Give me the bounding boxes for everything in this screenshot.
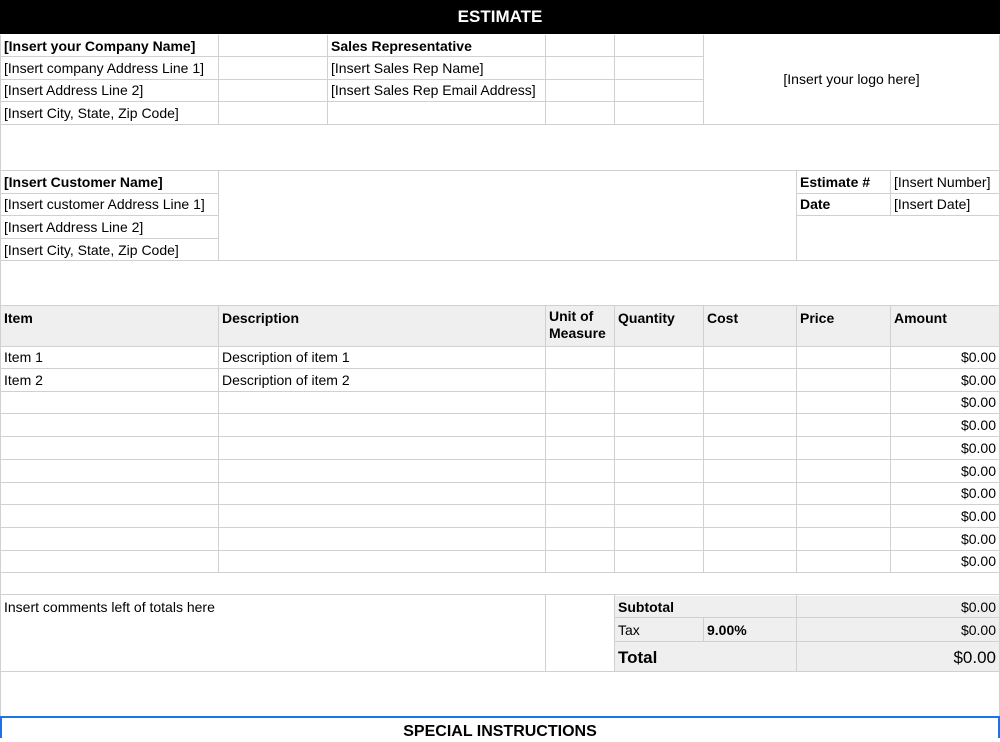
company-name[interactable]: [Insert your Company Name] — [4, 38, 196, 54]
row-description[interactable]: Description of item 2 — [222, 371, 350, 388]
header-unit-line-2: Measure — [549, 325, 606, 341]
total-label: Total — [618, 648, 658, 667]
grid-hline — [0, 391, 1000, 392]
header-unit-of-measure[interactable] — [545, 307, 606, 342]
header-amount[interactable]: Amount — [894, 310, 947, 326]
grid-vline — [545, 305, 546, 572]
grid-vline — [545, 595, 546, 671]
row-amount[interactable]: $0.00 — [960, 530, 996, 547]
grid-hline — [0, 459, 1000, 460]
customer-address-2[interactable]: [Insert Address Line 2] — [4, 219, 144, 235]
grid-hline — [0, 504, 1000, 505]
grid-hline — [614, 641, 1000, 642]
grid-vline — [218, 170, 219, 260]
grid-hline — [796, 215, 1000, 216]
grid-hline — [0, 124, 1000, 125]
row-description[interactable]: Description of item 1 — [222, 349, 350, 365]
date-label: Date — [800, 196, 831, 212]
company-address-1[interactable]: [Insert company Address Line 1] — [4, 60, 204, 76]
grid-vline — [614, 35, 615, 124]
grid-vline — [703, 305, 704, 572]
customer-address-1[interactable]: [Insert customer Address Line 1] — [4, 196, 205, 212]
row-item[interactable]: Item 2 — [4, 371, 43, 388]
row-amount[interactable]: $0.00 — [960, 507, 996, 524]
estimate-number-label: Estimate # — [800, 174, 871, 190]
estimate-number-value[interactable]: [Insert Number] — [894, 174, 991, 190]
row-item[interactable]: Item 1 — [4, 349, 43, 365]
total-value[interactable]: $0.00 — [953, 648, 996, 667]
customer-city[interactable]: [Insert City, State, Zip Code] — [4, 242, 179, 258]
customer-name[interactable]: [Insert Customer Name] — [4, 174, 163, 190]
special-instructions-heading[interactable]: SPECIAL INSTRUCTIONS — [403, 723, 597, 740]
row-amount[interactable]: $0.00 — [960, 553, 996, 570]
row-amount[interactable]: $0.00 — [960, 439, 996, 456]
grid-vline — [614, 305, 615, 572]
header-description[interactable]: Description — [222, 310, 300, 326]
header-cost[interactable]: Cost — [707, 310, 739, 326]
table-header-shade — [0, 306, 1000, 346]
sales-rep-email[interactable]: [Insert Sales Rep Email Address] — [331, 82, 536, 98]
grid-vline — [796, 305, 797, 572]
header-unit-line-1: Unit of — [549, 308, 594, 324]
row-amount[interactable]: $0.00 — [960, 394, 996, 411]
grid-hline — [0, 436, 1000, 437]
row-amount[interactable]: $0.00 — [960, 349, 996, 365]
grid-hline — [0, 572, 1000, 573]
grid-vline — [545, 35, 546, 124]
subtotal-value[interactable]: $0.00 — [960, 599, 996, 615]
comments[interactable]: Insert comments left of totals here — [4, 599, 215, 615]
header-price[interactable]: Price — [800, 310, 835, 326]
tax-value[interactable]: $0.00 — [960, 622, 996, 638]
row-amount[interactable]: $0.00 — [960, 371, 996, 388]
grid-hline — [0, 594, 1000, 595]
estimate-title: ESTIMATE — [0, 0, 1000, 34]
sales-rep-label[interactable]: Sales Representative — [331, 38, 472, 54]
grid-hline — [0, 527, 1000, 528]
grid-hline — [0, 368, 1000, 369]
grid-hline — [0, 305, 1000, 306]
grid-vline — [218, 35, 219, 124]
row-amount[interactable]: $0.00 — [960, 417, 996, 434]
header-quantity[interactable]: Quantity — [618, 310, 675, 326]
company-address-2[interactable]: [Insert Address Line 2] — [4, 82, 144, 98]
row-amount[interactable]: $0.00 — [960, 462, 996, 479]
grid-hline — [0, 482, 1000, 483]
sales-rep-name[interactable]: [Insert Sales Rep Name] — [331, 60, 484, 76]
grid-hline — [0, 413, 1000, 414]
header-item[interactable]: Item — [4, 310, 33, 326]
tax-label: Tax — [618, 622, 640, 638]
subtotal-label: Subtotal — [618, 599, 674, 615]
row-amount[interactable]: $0.00 — [960, 485, 996, 502]
logo-placeholder[interactable]: [Insert your logo here] — [783, 71, 920, 87]
grid-hline — [0, 346, 1000, 347]
tax-rate[interactable]: 9.00% — [707, 622, 747, 638]
grid-hline — [0, 550, 1000, 551]
date-value[interactable]: [Insert Date] — [894, 196, 971, 212]
company-city[interactable]: [Insert City, State, Zip Code] — [4, 105, 179, 121]
